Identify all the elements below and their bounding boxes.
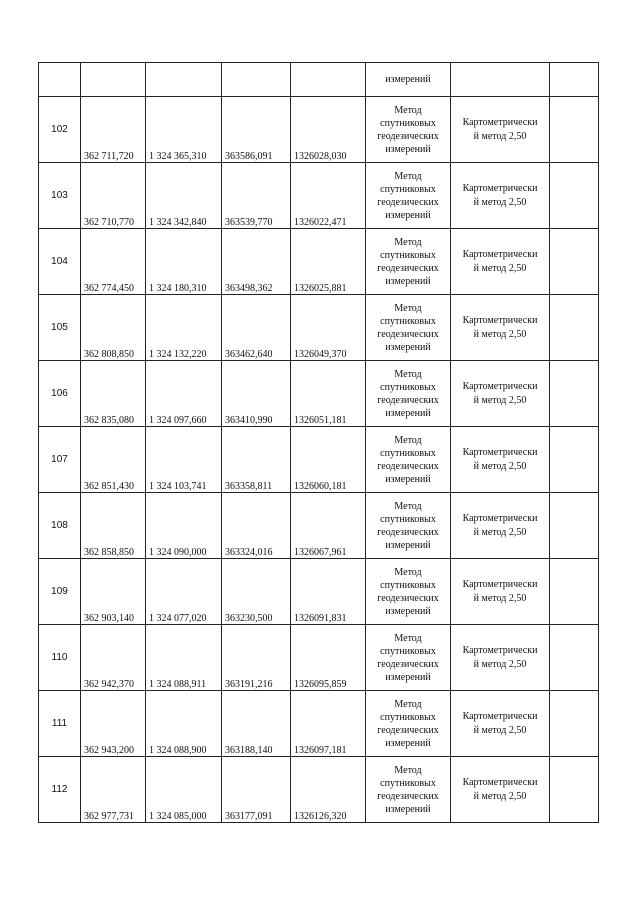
method-line: геодезических — [377, 196, 439, 208]
method-line: спутниковых — [380, 711, 436, 723]
accuracy-line: Картометрически — [462, 512, 538, 524]
cell-empty — [550, 361, 599, 427]
x-coordinate-new: 363177,091 — [222, 757, 291, 823]
y-coordinate-new: 1326095,859 — [291, 625, 366, 691]
method-line: Метод — [394, 236, 422, 248]
y-coordinate-new: 1326091,831 — [291, 559, 366, 625]
method-line: спутниковых — [380, 249, 436, 261]
y-coordinate-new: 1326051,181 — [291, 361, 366, 427]
y-coordinate-old: 1 324 180,310 — [146, 229, 222, 295]
accuracy-line: Картометрически — [462, 710, 538, 722]
accuracy-cell — [451, 295, 550, 361]
x-coordinate-old: 362 858,850 — [81, 493, 146, 559]
accuracy-line: й метод 2,50 — [473, 790, 527, 802]
x-coordinate-old: 362 808,850 — [81, 295, 146, 361]
x-coordinate-new: 363539,770 — [222, 163, 291, 229]
point-number: 107 — [39, 427, 81, 493]
table-row — [39, 361, 599, 427]
accuracy-line: Картометрически — [462, 380, 538, 392]
y-coordinate-old: 1 324 090,000 — [146, 493, 222, 559]
method-line: Метод — [394, 434, 422, 446]
method-line: Метод — [394, 302, 422, 314]
table-row-continued — [39, 63, 599, 97]
method-line: измерений — [385, 803, 431, 815]
cell-empty — [550, 559, 599, 625]
cell-empty — [550, 757, 599, 823]
cell-empty — [550, 63, 599, 97]
y-coordinate-old: 1 324 365,310 — [146, 97, 222, 163]
cell-empty — [550, 691, 599, 757]
y-coordinate-new: 1326097,181 — [291, 691, 366, 757]
accuracy-line: й метод 2,50 — [473, 130, 527, 142]
method-line: спутниковых — [380, 381, 436, 393]
y-coordinate-old: 1 324 077,020 — [146, 559, 222, 625]
cell-empty — [451, 63, 550, 97]
x-coordinate-new: 363410,990 — [222, 361, 291, 427]
point-number: 105 — [39, 295, 81, 361]
x-coordinate-old: 362 977,731 — [81, 757, 146, 823]
accuracy-line: Картометрически — [462, 116, 538, 128]
method-line: измерений — [385, 473, 431, 485]
method-line: Метод — [394, 698, 422, 710]
table-row — [39, 757, 599, 823]
method-line: измерений — [385, 407, 431, 419]
point-number: 110 — [39, 625, 81, 691]
x-coordinate-old: 362 774,450 — [81, 229, 146, 295]
y-coordinate-new: 1326060,181 — [291, 427, 366, 493]
accuracy-line: Картометрически — [462, 776, 538, 788]
accuracy-cell — [451, 97, 550, 163]
accuracy-cell — [451, 427, 550, 493]
table-row — [39, 163, 599, 229]
table-row — [39, 691, 599, 757]
method-cell — [366, 97, 451, 163]
accuracy-line: й метод 2,50 — [473, 328, 527, 340]
method-line: спутниковых — [380, 777, 436, 789]
method-line: измерений — [385, 539, 431, 551]
table-row — [39, 97, 599, 163]
y-coordinate-new: 1326025,881 — [291, 229, 366, 295]
method-line: спутниковых — [380, 315, 436, 327]
method-line: геодезических — [377, 262, 439, 274]
accuracy-line: Картометрически — [462, 182, 538, 194]
cell-empty — [222, 63, 291, 97]
accuracy-line: Картометрически — [462, 248, 538, 260]
x-coordinate-new: 363358,811 — [222, 427, 291, 493]
method-cell — [366, 493, 451, 559]
accuracy-line: й метод 2,50 — [473, 196, 527, 208]
method-line: геодезических — [377, 460, 439, 472]
table-row — [39, 295, 599, 361]
accuracy-cell — [451, 163, 550, 229]
accuracy-cell — [451, 361, 550, 427]
table-row — [39, 493, 599, 559]
accuracy-line: й метод 2,50 — [473, 658, 527, 670]
method-line: Метод — [394, 566, 422, 578]
x-coordinate-new: 363188,140 — [222, 691, 291, 757]
accuracy-line: й метод 2,50 — [473, 592, 527, 604]
method-cell — [366, 625, 451, 691]
method-cell — [366, 229, 451, 295]
accuracy-cell — [451, 229, 550, 295]
accuracy-line: Картометрически — [462, 644, 538, 656]
method-line: геодезических — [377, 526, 439, 538]
y-coordinate-new: 1326067,961 — [291, 493, 366, 559]
y-coordinate-old: 1 324 085,000 — [146, 757, 222, 823]
accuracy-cell — [451, 493, 550, 559]
accuracy-line: й метод 2,50 — [473, 394, 527, 406]
method-line: Метод — [394, 764, 422, 776]
x-coordinate-old: 362 835,080 — [81, 361, 146, 427]
accuracy-cell — [451, 757, 550, 823]
method-line: геодезических — [377, 394, 439, 406]
x-coordinate-new: 363191,216 — [222, 625, 291, 691]
cell-empty — [550, 625, 599, 691]
x-coordinate-new: 363324,016 — [222, 493, 291, 559]
y-coordinate-new: 1326028,030 — [291, 97, 366, 163]
method-line: геодезических — [377, 328, 439, 340]
y-coordinate-new: 1326049,370 — [291, 295, 366, 361]
point-number: 109 — [39, 559, 81, 625]
cell-method-tail: измерений — [366, 63, 451, 97]
cell-empty — [550, 493, 599, 559]
accuracy-line: й метод 2,50 — [473, 460, 527, 472]
x-coordinate-old: 362 942,370 — [81, 625, 146, 691]
method-cell — [366, 757, 451, 823]
method-line: спутниковых — [380, 447, 436, 459]
accuracy-cell — [451, 559, 550, 625]
method-line: геодезических — [377, 790, 439, 802]
method-cell — [366, 361, 451, 427]
x-coordinate-new: 363586,091 — [222, 97, 291, 163]
point-number: 102 — [39, 97, 81, 163]
cell-empty — [39, 63, 81, 97]
table-body — [39, 63, 599, 823]
y-coordinate-old: 1 324 132,220 — [146, 295, 222, 361]
y-coordinate-old: 1 324 088,900 — [146, 691, 222, 757]
x-coordinate-old: 362 903,140 — [81, 559, 146, 625]
table-row — [39, 229, 599, 295]
method-line: измерений — [385, 737, 431, 749]
cell-empty — [550, 229, 599, 295]
accuracy-line: Картометрически — [462, 446, 538, 458]
method-cell — [366, 295, 451, 361]
cell-empty — [146, 63, 222, 97]
method-line: спутниковых — [380, 579, 436, 591]
point-number: 108 — [39, 493, 81, 559]
point-number: 106 — [39, 361, 81, 427]
cell-empty — [550, 163, 599, 229]
method-line: спутниковых — [380, 117, 436, 129]
method-line: геодезических — [377, 130, 439, 142]
x-coordinate-old: 362 943,200 — [81, 691, 146, 757]
accuracy-line: й метод 2,50 — [473, 724, 527, 736]
method-line: измерений — [385, 671, 431, 683]
method-line: Метод — [394, 170, 422, 182]
y-coordinate-old: 1 324 088,911 — [146, 625, 222, 691]
method-cell — [366, 427, 451, 493]
accuracy-line: Картометрически — [462, 314, 538, 326]
method-line: измерений — [385, 341, 431, 353]
method-line: спутниковых — [380, 513, 436, 525]
accuracy-line: й метод 2,50 — [473, 526, 527, 538]
method-cell — [366, 559, 451, 625]
method-cell — [366, 163, 451, 229]
method-line: геодезических — [377, 592, 439, 604]
method-line: измерений — [385, 275, 431, 287]
point-number: 104 — [39, 229, 81, 295]
cell-empty — [550, 97, 599, 163]
point-number: 112 — [39, 757, 81, 823]
method-cell — [366, 691, 451, 757]
coordinates-table — [38, 62, 599, 823]
accuracy-line: й метод 2,50 — [473, 262, 527, 274]
x-coordinate-old: 362 710,770 — [81, 163, 146, 229]
cell-empty — [550, 295, 599, 361]
x-coordinate-old: 362 851,430 — [81, 427, 146, 493]
table-row — [39, 559, 599, 625]
cell-empty — [291, 63, 366, 97]
method-line: Метод — [394, 368, 422, 380]
y-coordinate-old: 1 324 097,660 — [146, 361, 222, 427]
y-coordinate-new: 1326126,320 — [291, 757, 366, 823]
accuracy-cell — [451, 625, 550, 691]
point-number: 111 — [39, 691, 81, 757]
method-line: геодезических — [377, 658, 439, 670]
y-coordinate-new: 1326022,471 — [291, 163, 366, 229]
x-coordinate-old: 362 711,720 — [81, 97, 146, 163]
point-number: 103 — [39, 163, 81, 229]
x-coordinate-new: 363498,362 — [222, 229, 291, 295]
x-coordinate-new: 363462,640 — [222, 295, 291, 361]
method-line: измерений — [385, 605, 431, 617]
accuracy-cell — [451, 691, 550, 757]
y-coordinate-old: 1 324 103,741 — [146, 427, 222, 493]
method-line: геодезических — [377, 724, 439, 736]
table-row — [39, 427, 599, 493]
accuracy-line: Картометрически — [462, 578, 538, 590]
y-coordinate-old: 1 324 342,840 — [146, 163, 222, 229]
cell-empty — [550, 427, 599, 493]
method-line: измерений — [385, 209, 431, 221]
method-line: Метод — [394, 104, 422, 116]
method-line: измерений — [385, 143, 431, 155]
method-line: Метод — [394, 500, 422, 512]
cell-empty — [81, 63, 146, 97]
method-line: спутниковых — [380, 645, 436, 657]
method-line: спутниковых — [380, 183, 436, 195]
x-coordinate-new: 363230,500 — [222, 559, 291, 625]
table-row — [39, 625, 599, 691]
method-line: Метод — [394, 632, 422, 644]
